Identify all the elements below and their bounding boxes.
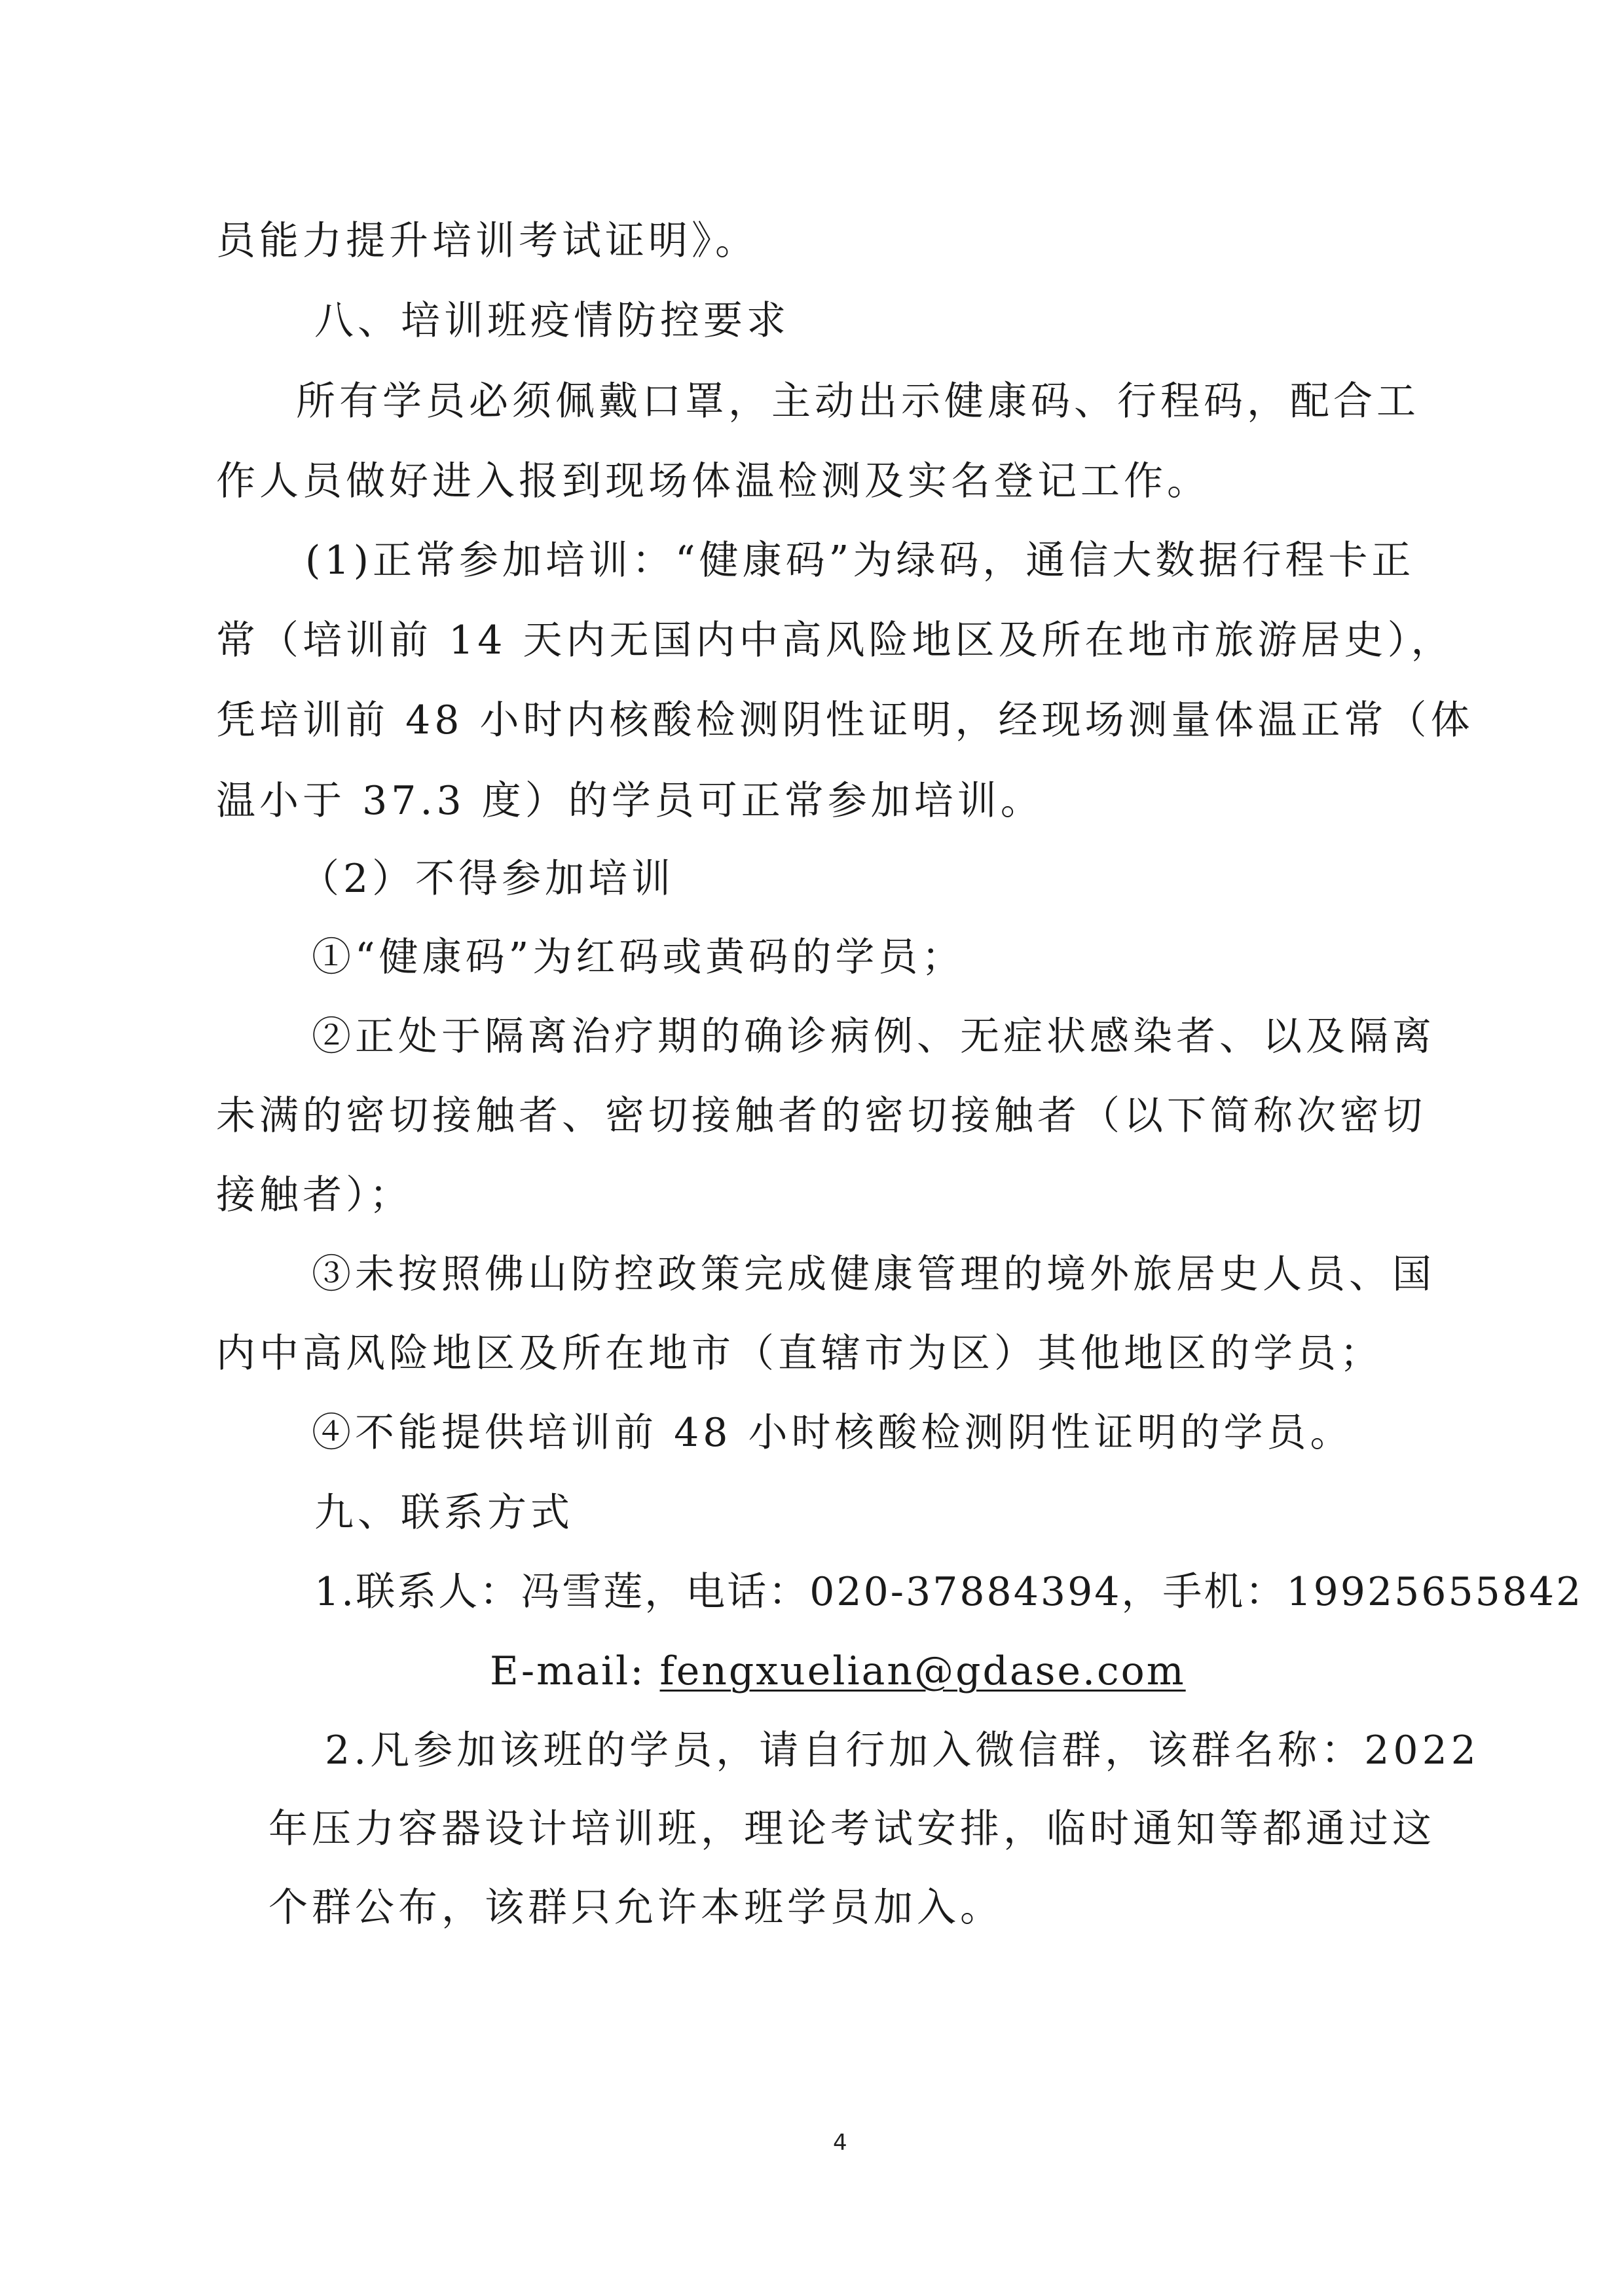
- paragraph-line: 未满的密切接触者、密切接触者的密切接触者（以下简称次密切: [216, 1093, 1426, 1139]
- page-number: 4: [833, 2130, 847, 2156]
- paragraph-line: 年压力容器设计培训班，理论考试安排，临时通知等都通过这: [268, 1806, 1435, 1852]
- section-heading-9: 九、联系方式: [314, 1490, 574, 1536]
- paragraph-line: 2.凡参加该班的学员，请自行加入微信群，该群名称：2022: [325, 1728, 1480, 1773]
- sub-heading-2: （2）不得参加培训: [300, 856, 675, 902]
- paragraph-line: (1)正常参加培训：“健康码”为绿码，通信大数据行程卡正: [305, 538, 1415, 583]
- contact-person-line: 1.联系人：冯雪莲，电话：020-37884394，手机：19925655842: [314, 1569, 1583, 1615]
- paragraph-line: 接触者）；: [216, 1172, 413, 1218]
- list-item: ④不能提供培训前 48 小时核酸检测阴性证明的学员。: [312, 1410, 1354, 1456]
- paragraph-line: 作人员做好进入报到现场体温检测及实名登记工作。: [216, 458, 1210, 504]
- email-label: E-mail:: [490, 1648, 660, 1694]
- list-item: ①“健康码”为红码或黄码的学员；: [312, 935, 965, 980]
- email-link[interactable]: fengxuelian@gdase.com: [659, 1648, 1186, 1694]
- paragraph-line: 个群公布，该群只允许本班学员加入。: [268, 1885, 1003, 1931]
- paragraph-line: 员能力提升培训考试证明》。: [216, 218, 758, 264]
- section-heading-8: 八、培训班疫情防控要求: [314, 298, 790, 344]
- paragraph-line: 所有学员必须佩戴口罩，主动出示健康码、行程码，配合工: [296, 379, 1420, 424]
- list-item: ②正处于隔离治疗期的确诊病例、无症状感染者、以及隔离: [312, 1014, 1435, 1060]
- list-item: ③未按照佛山防控政策完成健康管理的境外旅居史人员、国: [312, 1251, 1435, 1297]
- paragraph-line: 常（培训前 14 天内无国内中高风险地区及所在地市旅游居史），: [216, 618, 1454, 663]
- paragraph-line: 内中高风险地区及所在地市（直辖市为区）其他地区的学员；: [216, 1331, 1383, 1377]
- paragraph-line: 凭培训前 48 小时内核酸检测阴性证明，经现场测量体温正常（体: [216, 697, 1474, 743]
- email-line: [490, 1645, 1186, 1697]
- paragraph-line: 温小于 37.3 度）的学员可正常参加培训。: [216, 778, 1044, 824]
